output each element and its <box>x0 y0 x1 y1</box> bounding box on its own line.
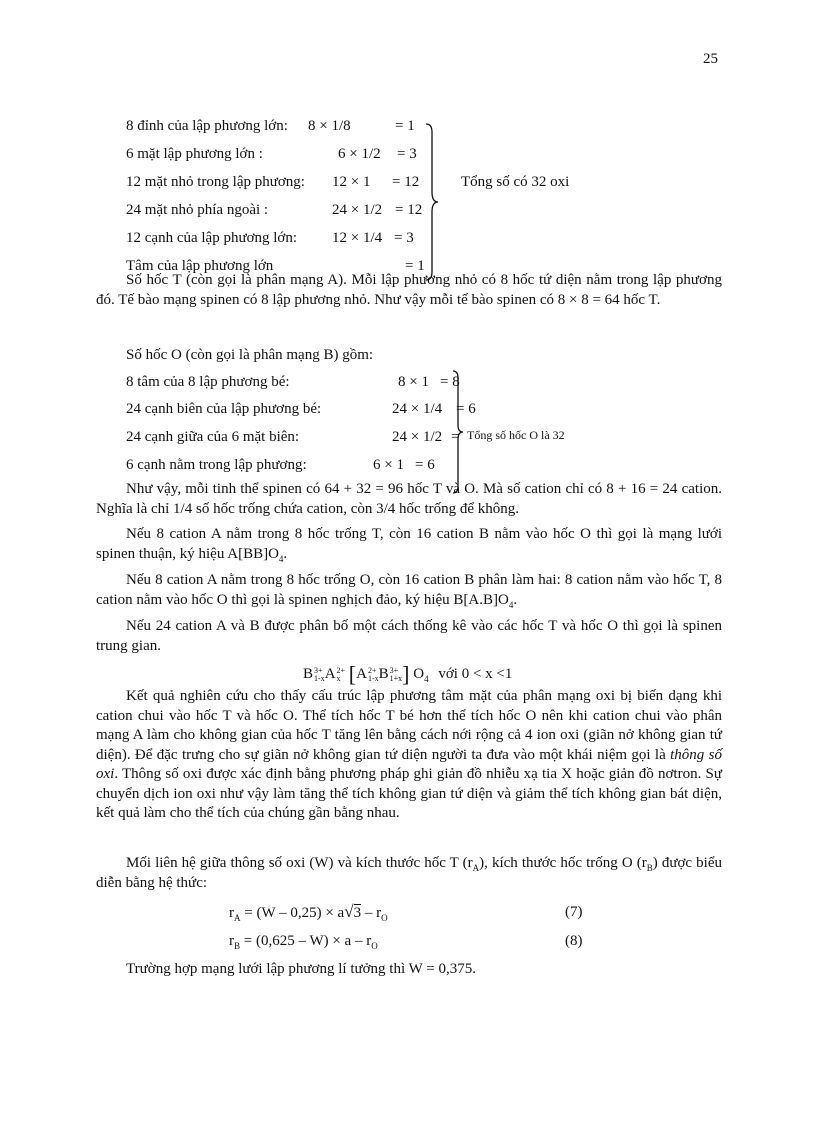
count-expr: 24 × 1/4 <box>392 401 443 417</box>
count-result: = 1 <box>395 118 415 134</box>
paragraph-t-holes: Số hốc T (còn gọi là phân mạng A). Mỗi lập phương nhỏ có 8 hốc tứ diện nằm trong lập phương đó. Tế bào mạng spinen có 8 lập phương nhỏ. Như vậy mỗi tế bào spinen có 8 × 8 = 64 hốc T. <box>96 272 722 308</box>
count-label: 8 tâm của 8 lập phương bé: <box>126 374 290 390</box>
page-number: 25 <box>703 51 718 67</box>
paragraph-ideal-lattice: Trường hợp mạng lưới lập phương lí tưởng thì W = 0,375. <box>126 961 476 977</box>
count-label: 6 cạnh nằm trong lập phương: <box>126 457 307 473</box>
count-label: 12 mặt nhỏ trong lập phương: <box>126 174 305 190</box>
right-brace-icon <box>451 369 465 495</box>
paragraph-o-holes-intro: Số hốc O (còn gọi là phân mạng B) gồm: <box>126 347 374 363</box>
paragraph-normal-spinel: Nếu 8 cation A nằm trong 8 hốc trống T, còn 16 cation B nằm vào hốc O thì gọi là mạng lưới spinen thuận, ký hiệu $A[BB]O_4$. <box>96 526 722 564</box>
count-label: Tâm của lập phương lớn <box>126 258 274 274</box>
count-result: = 12 <box>395 202 423 218</box>
paragraph-inverse-spinel: Nếu 8 cation A nằm trong 8 hốc trống O, còn 16 cation B phân làm hai: 8 cation nằm vào hốc T, 8 cation nằm vào hốc O thì gọi là spinen nghịch đảo, ký hiệu $B[A.B]O_4$. <box>96 572 722 610</box>
count-label: 8 đỉnh của lập phương lớn: <box>126 118 288 134</box>
count-result: = <box>451 429 460 445</box>
count-result: = 1 <box>405 258 425 274</box>
count-expr: 6 × 1/2 <box>338 146 381 162</box>
count-result: = 12 <box>392 174 420 190</box>
equation-7: $r_A = (W - 0,25) \times a√3 - r_O$ <box>229 902 388 923</box>
count-result: = 3 <box>394 230 414 246</box>
right-brace-icon <box>424 122 440 282</box>
count-label: 24 mặt nhỏ phía ngoài : <box>126 202 269 218</box>
count-label: 12 cạnh của lập phương lớn: <box>126 230 298 246</box>
count-label: 24 cạnh giữa của 6 mặt biên: <box>126 429 300 445</box>
paragraph-relation: Mối liên hệ giữa thông số oxi (W) và kích thước hốc T $(r_A)$, kích thước hốc trống O $(r_B)$ được biểu diễn bằng hệ thức: <box>96 855 722 891</box>
paragraph-research-results: Kết quả nghiên cứu cho thấy cấu trúc lập phương tâm mặt của phân mạng oxi bị biến dạng khi cation chui vào hốc T và hốc O. Thể tích hốc T bé hơn thể tích hốc O nên khi cation chui vào phân mạng A làm cho không gian của hốc T tăng lên bằng cách nới rộng cả 4 ion oxi (giãn nở không gian tứ diện). Để đặc trưng cho sự giãn nở không gian tứ diện người ta đưa vào một khái niệm gọi là thông số oxi. Thông số oxi được xác định bằng phương pháp ghi giản đồ nhiễu xạ tia X hoặc giản đồ nơtron. Sự chuyển dịch ion oxi như vậy làm tăng thể tích không gian tứ diện và giảm thể tích không gian bát diện, kết quả làm cho thể tích của chúng gần bằng nhau. <box>96 688 722 821</box>
equation-8-number: (8) <box>565 933 583 949</box>
octahedral-total: Tổng số hốc O là 32 <box>467 428 565 442</box>
count-result: = 3 <box>397 146 417 162</box>
count-label: 6 mặt lập phương lớn : <box>126 146 263 162</box>
oxygen-total: Tổng số có 32 oxi <box>461 174 570 190</box>
count-expr: 8 × 1/8 <box>308 118 351 134</box>
count-result: = 6 <box>456 401 476 417</box>
count-expr: 12 × 1 <box>332 174 371 190</box>
count-expr: 12 × 1/4 <box>332 230 383 246</box>
count-expr: 8 × 1 <box>398 374 429 390</box>
count-result: = 6 <box>415 457 435 473</box>
equation-8: $r_B = (0,625 - W) \times a - r_O$ <box>229 933 378 951</box>
count-expr: 6 × 1 <box>373 457 404 473</box>
count-label: 24 cạnh biên của lập phương bé: <box>126 401 322 417</box>
paragraph-summary: Như vậy, mỗi tinh thể spinen có 64 + 32 = 96 hốc T và O. Mà số cation chỉ có 8 + 16 = 24 cation. Nghĩa là chỉ 1/4 số hốc trống chứa cation, còn 3/4 hốc trống để không. <box>96 481 722 517</box>
count-result: = 8 <box>440 374 460 390</box>
count-expr: 24 × 1/2 <box>332 202 383 218</box>
count-expr: 24 × 1/2 <box>392 429 443 445</box>
spinel-general-formula: B 3+ 1-x A 2+ x [A 2+ 1-x B 3+ 1+x ] $O_4$ với 0 < x <1 <box>303 661 513 687</box>
sqrt-icon: √ <box>344 902 354 921</box>
equation-7-number: (7) <box>565 904 583 920</box>
paragraph-intermediate-spinel: Nếu 24 cation A và B được phân bố một cách thống kê vào các hốc T và hốc O thì gọi là spinen trung gian. <box>96 618 722 654</box>
